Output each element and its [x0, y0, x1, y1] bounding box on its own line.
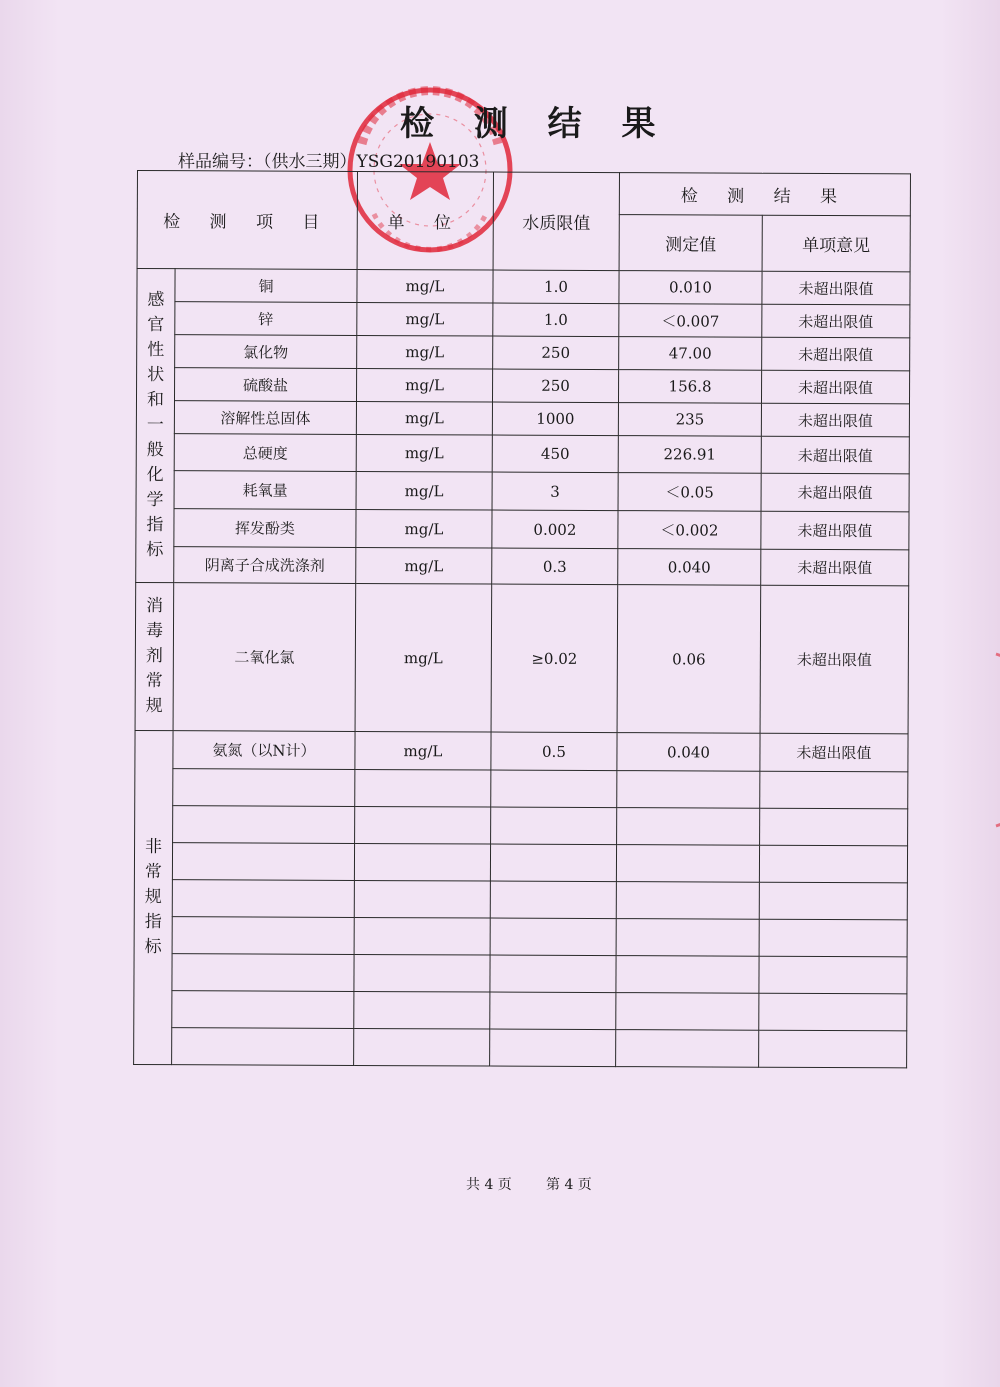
- row-limit: 0.5: [491, 732, 617, 771]
- row-limit: ≥0.02: [491, 584, 618, 733]
- row-measured: 226.91: [618, 436, 761, 474]
- empty-row: [134, 990, 907, 1030]
- empty-row: [134, 842, 907, 882]
- category-disinfectant: 消 毒 剂 常 规: [135, 582, 174, 730]
- row-measured: 0.010: [619, 271, 762, 305]
- row-unit: mg/L: [356, 547, 492, 584]
- row-measured: 0.040: [618, 549, 761, 586]
- row-limit: 1000: [492, 402, 618, 436]
- empty-row: [135, 805, 908, 845]
- row-item: 总硬度: [174, 434, 356, 472]
- test-results-table: [133, 170, 911, 1068]
- page-title: 检 测 结 果: [400, 104, 670, 144]
- category-sensory-general-chemical: 感 官 性 状 和 一 般 化 学 指 标: [136, 269, 175, 583]
- row-item: 耗氧量: [174, 471, 356, 510]
- row-unit: mg/L: [357, 335, 493, 369]
- row-limit: 3: [492, 472, 618, 511]
- row-unit: mg/L: [356, 434, 492, 472]
- row-opinion: 未超出限值: [762, 304, 910, 338]
- row-limit: 1.0: [493, 303, 619, 337]
- row-opinion: 未超出限值: [760, 585, 909, 734]
- row-limit: 250: [492, 369, 618, 403]
- row-opinion: 未超出限值: [762, 337, 910, 371]
- row-unit: mg/L: [355, 583, 492, 732]
- row-item: 氯化物: [175, 335, 357, 369]
- row-unit: mg/L: [357, 302, 493, 336]
- row-item: 硫酸盐: [174, 368, 356, 402]
- footer-total-pages: 共 4 页: [466, 1177, 512, 1193]
- row-opinion: 未超出限值: [761, 436, 909, 474]
- row-measured: ＜0.002: [618, 511, 761, 550]
- row-opinion: 未超出限值: [761, 511, 909, 550]
- row-measured: 156.8: [618, 370, 761, 404]
- empty-row: [134, 1027, 907, 1067]
- row-measured: 0.06: [617, 585, 761, 734]
- row-measured: ＜0.007: [619, 304, 762, 338]
- header-measured-value: 测定值: [619, 215, 762, 272]
- row-unit: mg/L: [356, 471, 492, 510]
- empty-row: [135, 768, 908, 808]
- header-test-item: 检 测 项 目: [137, 171, 357, 270]
- footer-current-page: 第 4 页: [546, 1177, 592, 1193]
- header-unit: 单 位: [357, 171, 493, 270]
- row-measured: 235: [618, 403, 761, 437]
- row-measured: 47.00: [619, 337, 762, 371]
- header-results-group: 检 测 结 果: [619, 173, 910, 216]
- row-unit: mg/L: [356, 401, 492, 435]
- row-opinion: 未超出限值: [761, 549, 909, 586]
- row-limit: 1.0: [493, 270, 619, 304]
- header-water-limit: 水质限值: [493, 172, 619, 271]
- header-opinion: 单项意见: [762, 215, 910, 272]
- row-unit: mg/L: [355, 731, 491, 770]
- empty-row: [134, 879, 907, 919]
- row-item: 二氧化氯: [173, 583, 356, 732]
- row-measured: ＜0.05: [618, 473, 761, 512]
- row-unit: mg/L: [356, 368, 492, 402]
- row-unit: mg/L: [357, 269, 493, 303]
- row-opinion: 未超出限值: [761, 370, 909, 404]
- row-opinion: 未超出限值: [761, 473, 909, 512]
- row-limit: 0.002: [492, 510, 618, 549]
- row-opinion: 未超出限值: [760, 733, 908, 772]
- row-item: 阴离子合成洗涤剂: [174, 547, 356, 584]
- row-unit: mg/L: [356, 509, 492, 548]
- row-limit: 0.3: [492, 548, 618, 585]
- row-opinion: 未超出限值: [761, 403, 909, 437]
- sample-number: 样品编号：（供水三期）YSG20190103: [178, 152, 480, 172]
- category-unconventional: 非 常 规 指 标: [134, 730, 173, 1064]
- row-item: 氨氮（以N计）: [173, 731, 355, 770]
- row-item: 挥发酚类: [174, 509, 356, 548]
- empty-row: [134, 953, 907, 993]
- empty-row: [134, 916, 907, 956]
- row-opinion: 未超出限值: [762, 271, 910, 305]
- row-measured: 0.040: [617, 733, 760, 772]
- row-item: 溶解性总固体: [174, 401, 356, 435]
- row-item: 铜: [175, 269, 357, 303]
- row-item: 锌: [175, 302, 357, 336]
- edge-seal-fragment: [968, 650, 1000, 830]
- row-limit: 250: [493, 336, 619, 370]
- row-limit: 450: [492, 435, 618, 473]
